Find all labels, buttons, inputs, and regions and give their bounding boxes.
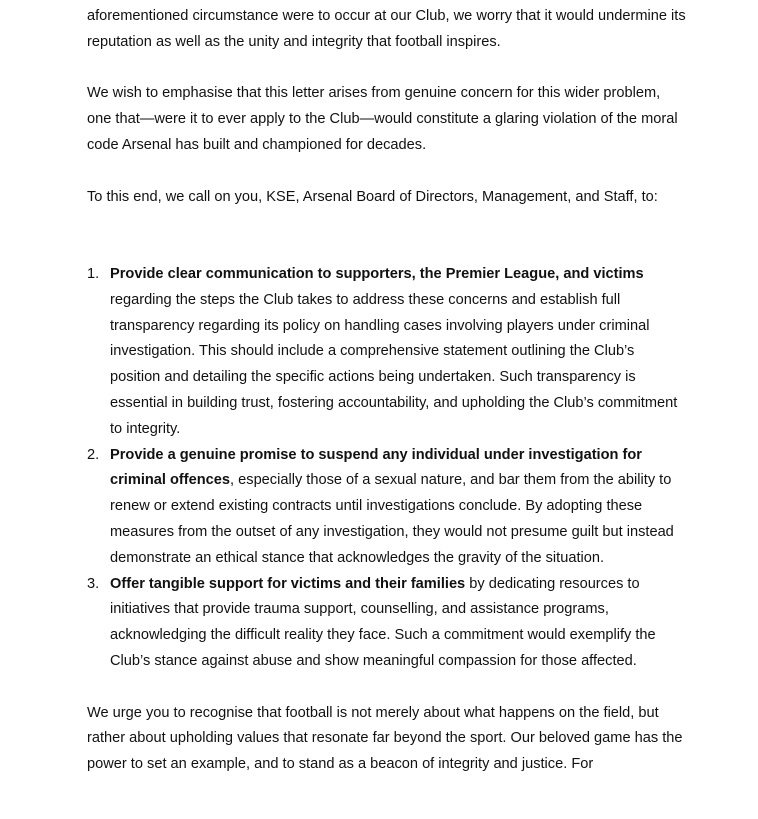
demand-heading: Provide clear communication to supporters, the Premier League, and victims bbox=[110, 265, 644, 282]
demand-heading: Provide a genuine promise to suspend any individual under investigation for criminal offences bbox=[110, 446, 642, 489]
paragraph-values: We urge you to recognise that football is not merely about what happens on the field, but rather about upholding values that resonate far beyond the sport. Our beloved game has the power to set an example, and to stand as a beacon of integrity and justice. For bbox=[87, 704, 683, 773]
demand-body: regarding the steps the Club takes to address these concerns and establish full transparency regarding its policy on handling cases involving players under criminal investigation. This should include a comprehensive statement outlining the Club’s position and detailing the specific actions being undertaken. Such transparency is essential in building trust, fostering accountability, and upholding the Club’s commitment to integrity. bbox=[110, 291, 678, 437]
list-number: 3. bbox=[87, 575, 100, 592]
paragraph-call-to-action: To this end, we call on you, KSE, Arsenal Board of Directors, Management, and Staff, to: bbox=[87, 188, 658, 205]
list-number: 1. bbox=[87, 265, 100, 282]
demand-item-suspension bbox=[87, 443, 687, 572]
letter-page bbox=[87, 4, 687, 778]
list-number: 2. bbox=[87, 446, 100, 463]
demand-body: , especially those of a sexual nature, and bar them from the ability to renew or extend existing contracts until investigations conclude. By adopting these measures from the outset of any investigation, they would not presume guilt but instead demonstrate an ethical stance that acknowledges the gravity of the situation. bbox=[110, 472, 674, 566]
paragraph-concern: We wish to emphasise that this letter arises from genuine concern for this wider problem, one that—were it to ever apply to the Club—would constitute a glaring violation of the moral code Arsenal has built and championed for decades. bbox=[87, 85, 678, 153]
demand-heading: Offer tangible support for victims and their families bbox=[110, 575, 466, 592]
demand-body: by dedicating resources to initiatives that provide trauma support, counselling, and assistance programs, acknowledging the difficult reality they face. Such a commitment would exemplify the Club’s stance against abuse and show meaningful compassion for those affected. bbox=[110, 575, 656, 669]
demand-item-victim-support bbox=[87, 572, 687, 675]
blank-line bbox=[87, 236, 687, 262]
demands-list bbox=[87, 262, 687, 675]
paragraph-reputation: aforementioned circumstance were to occur at our Club, we worry that it would undermine its reputation as well as the unity and integrity that football inspires. bbox=[87, 8, 686, 50]
demand-item-communication bbox=[87, 262, 687, 443]
